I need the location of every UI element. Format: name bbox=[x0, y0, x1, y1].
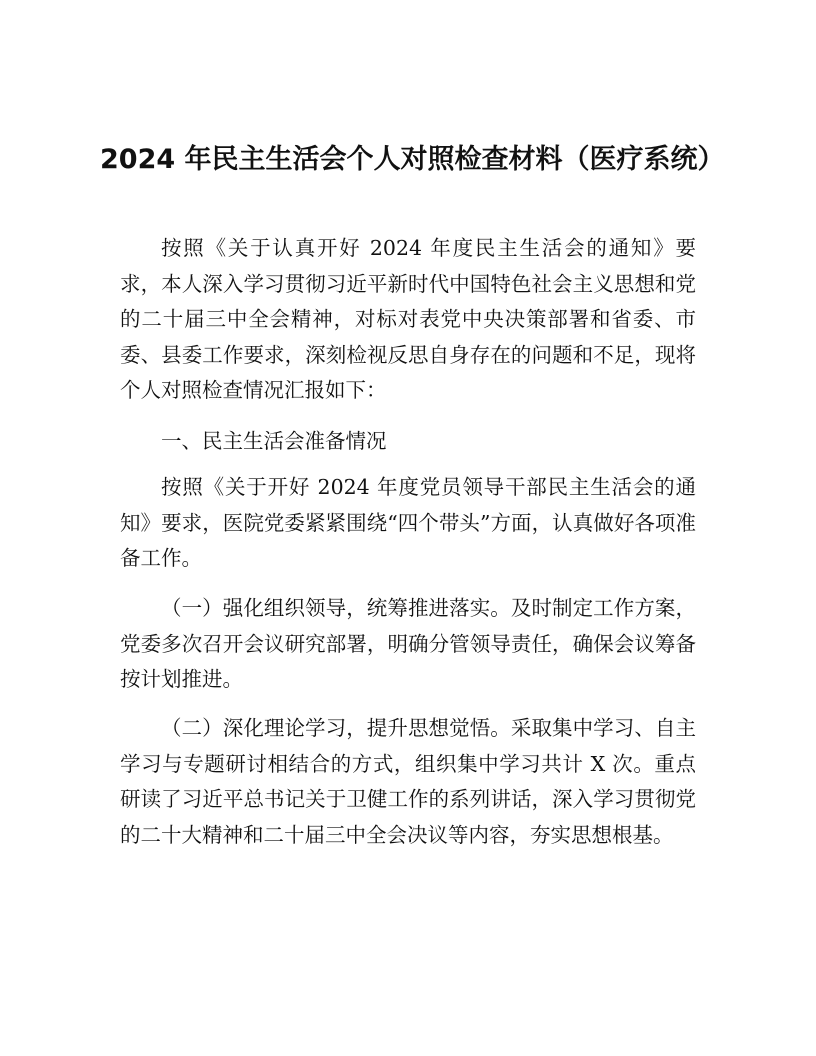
paragraph-item-1: （一）强化组织领导，统筹推进落实。及时制定工作方案，党委多次召开会议研究部署，明确分管领导责任，确保会议筹备按计划推进。 bbox=[120, 596, 696, 691]
paragraph-intro: 按照《关于认真开好 2024 年度民主生活会的通知》要求，本人深入学习贯彻习近平新时代中国特色社会主义思想和党的二十届三中全会精神，对标对表党中央决策部署和省委、市委、县委工作要求，深刻检视反思自身存在的问题和不足，现将个人对照检查情况汇报如下： bbox=[120, 236, 696, 402]
paragraph-preparation: 按照《关于开好 2024 年度党员领导干部民主生活会的通知》要求，医院党委紧紧围绕“四个带头”方面，认真做好各项准备工作。 bbox=[120, 475, 696, 570]
paragraph-item-2: （二）深化理论学习，提升思想觉悟。采取集中学习、自主学习与专题研讨相结合的方式，组织集中学习共计 X 次。重点研读了习近平总书记关于卫健工作的系列讲话，深入学习贯彻党的二十大精神和二十届三中全会决议等内容，夯实思想根基。 bbox=[120, 716, 696, 847]
section-heading-1: 一、民主生活会准备情况 bbox=[161, 429, 387, 453]
document-title: 2024 年民主生活会个人对照检查材料（医疗系统） bbox=[100, 144, 725, 175]
